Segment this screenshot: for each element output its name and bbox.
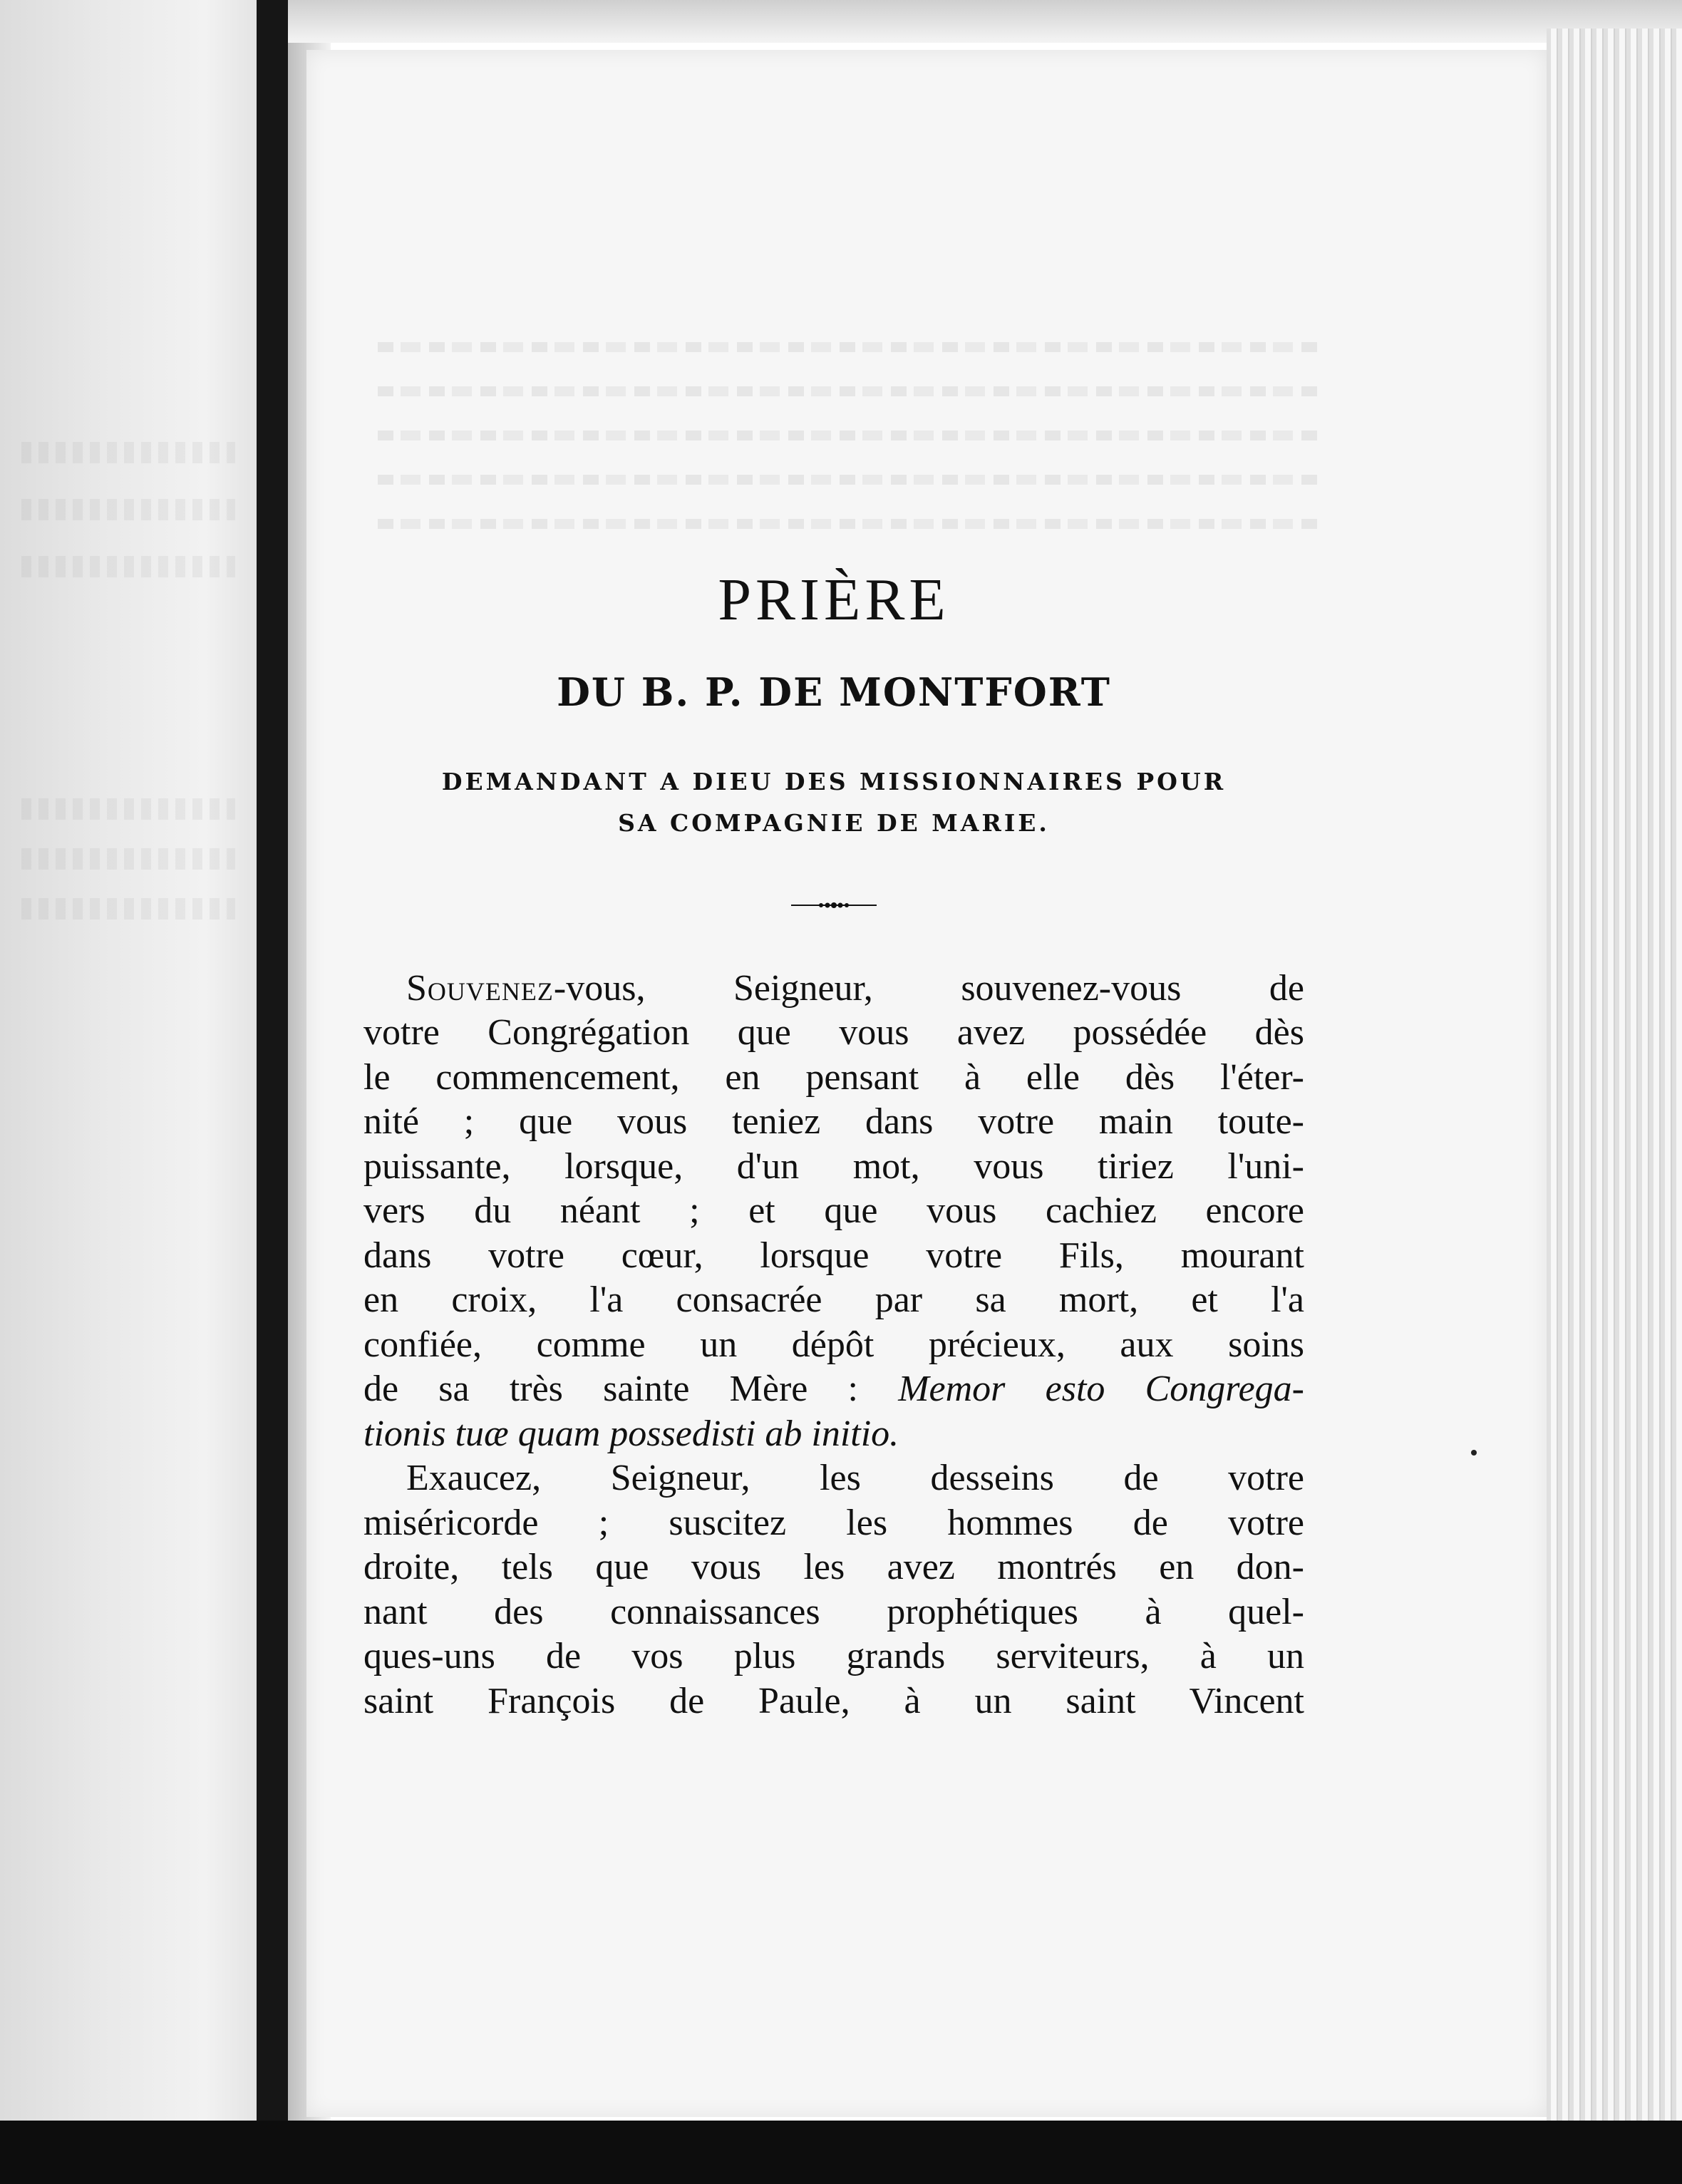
text-line: le commencement, en pensant à elle dès l'éter- <box>363 1056 1304 1098</box>
text-line: nant des connaissances prophétiques à quel- <box>363 1591 1304 1632</box>
top-edge <box>288 0 1682 43</box>
text-line: dans votre cœur, lorsque votre Fils, mourant <box>363 1235 1304 1276</box>
ink-speck <box>1471 1450 1477 1456</box>
facing-page-ghost-text <box>21 798 235 820</box>
latin-quote: tionis tuæ quam possedisti ab initio. <box>363 1413 899 1454</box>
show-through-line <box>378 386 1319 396</box>
text-line: puissante, lorsque, d'un mot, vous tiriez l'uni- <box>363 1145 1304 1187</box>
text-line <box>363 1412 1304 1457</box>
show-through-line <box>378 431 1319 441</box>
caption-line: SA COMPAGNIE DE MARIE. <box>618 808 1050 837</box>
show-through-line <box>378 342 1319 352</box>
caption <box>363 761 1304 844</box>
facing-page-ghost-text <box>21 556 235 577</box>
text-line: vers du néant ; et que vous cachiez encore <box>363 1190 1304 1231</box>
text-line: miséricorde ; suscitez les hommes de votre <box>363 1502 1304 1543</box>
page-title: PRIÈRE <box>718 567 950 633</box>
book-spine <box>257 0 288 2184</box>
prayer-text-block <box>363 567 1304 1724</box>
paragraph-2 <box>363 1456 1304 1724</box>
text-line: en croix, l'a consacrée par sa mort, et l'a <box>363 1279 1304 1320</box>
show-through-line <box>378 475 1319 485</box>
facing-page <box>0 0 257 2184</box>
facing-page-ghost-text <box>21 499 235 520</box>
text-line <box>363 1367 1304 1412</box>
text-line: Exaucez, Seigneur, les desseins de votre <box>406 1458 1304 1498</box>
show-through-text <box>378 342 1319 563</box>
latin-quote: Memor esto Congrega- <box>898 1369 1304 1409</box>
show-through-line <box>378 519 1319 529</box>
text-line: confiée, comme un dépôt précieux, aux soins <box>363 1324 1304 1365</box>
paragraph-1 <box>363 967 1304 1457</box>
drop-word: Souvenez <box>406 967 554 1009</box>
ornament-divider <box>791 901 877 910</box>
text-line: nité ; que vous teniez dans votre main toute- <box>363 1101 1304 1142</box>
text-line: droite, tels que vous les avez montrés en don- <box>363 1547 1304 1587</box>
facing-page-ghost-text <box>21 898 235 920</box>
text-line <box>363 967 1304 1011</box>
text-line: ques-uns de vos plus grands serviteurs, à un <box>363 1636 1304 1676</box>
facing-page-ghost-text <box>21 442 235 463</box>
text-line-rest: -vous, Seigneur, souvenez-vous de <box>553 967 1304 1009</box>
facing-page-ghost-text <box>21 848 235 870</box>
text-line: votre Congrégation que vous avez possédée dès <box>363 1012 1304 1053</box>
bottom-edge <box>0 2121 1682 2184</box>
text-line-roman: de sa très sainte Mère : <box>363 1369 859 1409</box>
caption-line: DEMANDANT A DIEU DES MISSIONNAIRES POUR <box>441 768 1227 795</box>
page-subtitle: DU B. P. DE MONTFORT <box>557 669 1111 715</box>
page-stack-edge <box>1547 29 1682 2138</box>
text-line: saint François de Paule, à un saint Vincent <box>363 1680 1304 1721</box>
